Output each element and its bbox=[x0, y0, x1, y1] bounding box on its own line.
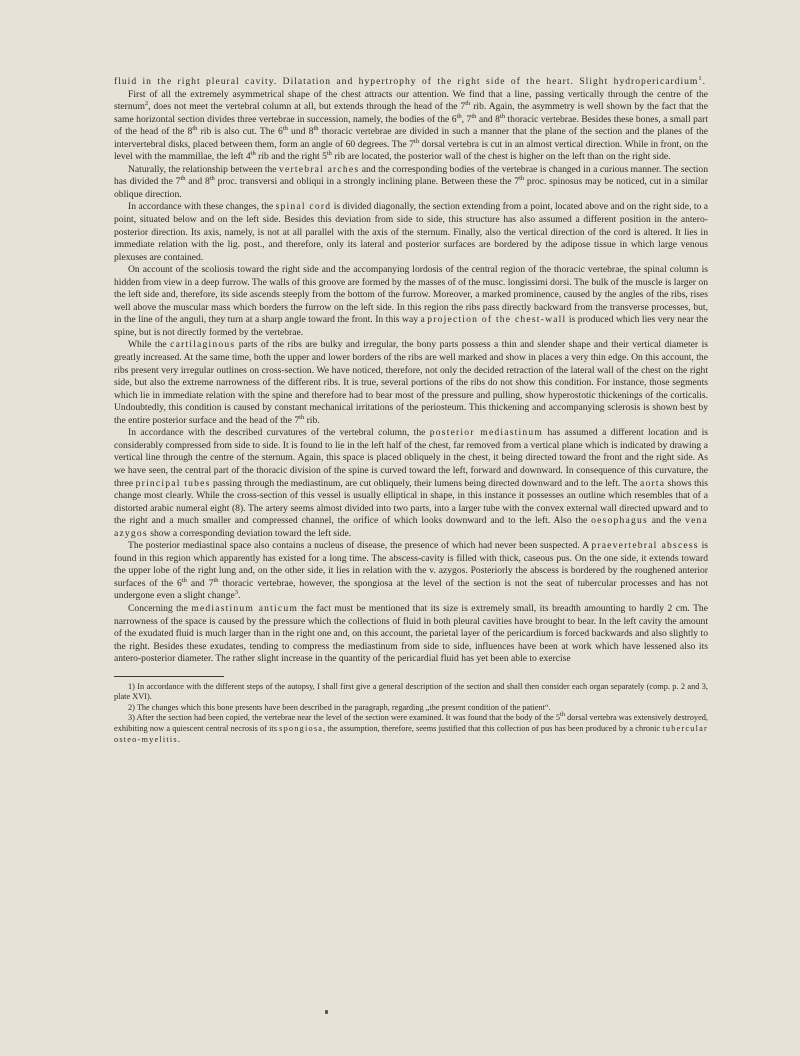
spaced-term: vena azygos bbox=[114, 515, 708, 539]
spaced-term: spongiosa bbox=[279, 724, 324, 734]
footnote-2: 2) The changes which this bone presents have been described in the paragraph, regarding „the present condition of the patient“. bbox=[128, 702, 551, 712]
spaced-term: tubercular osteo-myelitis bbox=[114, 724, 708, 744]
spaced-term: praevertebral abscess bbox=[591, 540, 699, 552]
paragraph-2: Naturally, the relationship between the vertebral arches and the corresponding bodies of the vertebrae is changed in a curious manner. The section has divided the 7th and 8th proc. transversi and obliqui in a strongly inclining plane. Between these the 7th proc. spinosus may be noticed, cut in a similar oblique direction. bbox=[114, 163, 709, 200]
spaced-term: mediastinum anticum bbox=[191, 602, 298, 614]
spaced-term: spinal cord bbox=[275, 201, 332, 213]
spaced-term: aorta bbox=[639, 477, 666, 489]
paragraph-3: In accordance with these changes, the spinal cord is divided diagonally, the section extending from a point, located above and on the right side, to a point, situated below and on the left side. Besides this deviation from side to side, this structure has also assumed a different position in the antero-posterior direction. Its axis, namely, is not at all parallel with the axis of the sternum. Finally, also the vertical direction of the cord is altered. It lies in immediate relation with the lig. post., and therefore, only its lateral and posterior surfaces are bordered by the adipose tissue in which large venous plexuses are contained. bbox=[114, 201, 709, 263]
paragraph-7: The posterior mediastinal space also contains a nucleus of disease, the presence of which had never been suspected. A praevertebral abscess is found in this region which apparently has existed for a long time. The abscess-cavity is filled with thick, caseous pus. On the one side, it extends toward the upper lobe of the right lung and, on the other side, it lies in relation with the v. azygos. Posteriorly the abscess is bordered by the roughened anterior surfaces of the 6th and 7th thoracic vertebrae, however, the spongiosa at the level of the section is not the seat of tubercular processes and has not undergone even a slight change$^3$. bbox=[114, 540, 708, 602]
section-heading: fluid in the right pleural cavity. Dilatation and hypertrophy of the right side of the heart. Slight hydropericardium$^1$. bbox=[114, 74, 707, 87]
spaced-term: projection of the chest-wall bbox=[427, 314, 567, 326]
spaced-term: oesophagus bbox=[591, 515, 648, 527]
spaced-term: principal tubes bbox=[135, 477, 211, 489]
paragraph-6: In accordance with the described curvatures of the vertebral column, the posterior mediastinum has assumed a different location and is considerably compressed from side to side. It is found to lie in the left half of the chest, far removed from a vertical plane which is indicated by drawing a vertical line through the centre of the sternum. Again, this space is placed obliquely in the chest, it being directed toward the front and the right side. As we have seen, the central part of the thoracic division of the spine is curved toward the left, forward and downward. In consequence of this curvature, the three principal tubes passing through the mediastinum, are cut obliquely, their lumens being directed downward and to the left. The aorta shows this change most clearly. While the cross-section of this vessel is usually elliptical in shape, in this instance it possesses an outline which resembles that of a distorted arabic numeral eight (8). The artery seems almost divided into two parts, into a larger tube with the convex external wall directed upward and to the right and a much smaller and compressed channel, the orifice of which looks downward and to the left. Also the oesophagus and the vena azygos show a corresponding deviation toward the left side. bbox=[114, 427, 708, 539]
footnote-3: 3) After the section had been copied, the vertebrae near the level of the section were examined. It was found that the body of the 5th dorsal vertebra was extensively destroyed, exhibiting now a quiescent central necrosis of its spongiosa, the assumption, therefore, seems justified that this collection of pus has been produced by a chronic tubercular osteo-myelitis. bbox=[114, 711, 708, 744]
spaced-term: cartilaginous bbox=[170, 339, 236, 351]
footnotes bbox=[114, 682, 708, 746]
page-speck bbox=[325, 1010, 328, 1014]
spaced-term: posterior mediastinum bbox=[429, 427, 544, 439]
paragraph-5: While the cartilaginous parts of the ribs are bulky and irregular, the bony parts possess a thin and slender shape and their vertical diameter is greatly increased. At the same time, both the upper and lower borders of the ribs are well marked and show in places a very thin edge. On this account, the ribs present very irregular outlines on cross-section. We have noticed, therefore, not only the decided retraction of the lateral wall of the chest on the right side, but also the extreme narrowness of the different ribs. It is true, several portions of the ribs do not show this condition. For instance, those segments which lie in immediate relation with the spine and therefore had to bear most of the pressure and pulling, show hyperostotic thickenings of the corticalis. Undoubtedly, this condition is caused by constant mechanical irritations of the periosteum. This thickening and accompanying sclerosis is shown best by the entire posterior surface and the head of the 7th rib. bbox=[114, 339, 708, 426]
footnote-ref-2[interactable]: 2 bbox=[144, 99, 149, 107]
spaced-term: vertebral arches bbox=[279, 163, 360, 175]
paragraph-4: On account of the scoliosis toward the right side and the accompanying lordosis of the central region of the thoracic vertebrae, the spinal column is hidden from view in a deep furrow. The walls of this groove are formed by the masses of of the musc. longissimi dorsi. The bulk of the muscle is larger on the left side and, therefore, its side ascends steeply from the bottom of the furrow. Moreover, a marked prominence, caused by the angles of the ribs, rises well above the muscular mass which borders the furrow on the left side. In this region the ribs pass directly backward from the transverse processes, but, in the line of the anguli, they turn at a sharp angle toward the front. In this way a projection of the chest-wall is produced which lies very near the spine, but is not directly formed by the vertebrae. bbox=[114, 264, 708, 338]
footnote-1: 1) In accordance with the different steps of the autopsy, I shall first give a general description of the section and shall then consider each organ separately (comp. p. 2 and 3, plate XVI). bbox=[114, 681, 708, 702]
footnote-divider bbox=[114, 676, 224, 677]
paragraph-8: Concerning the mediastinum anticum the fact must be mentioned that its size is extremely small, its breadth amounting to hardly 2 cm. The narrowness of the space is caused by the pressure which the collections of fluid in both pleural cavities have brought to bear. In the left cavity the amount of the exudated fluid is much larger than in the right one and, on this account, the parietal layer of the pericardium is forced backwards and also slightly to the right. Besides these exudates, tending to compress the mediastinum from side to side, influences have been at work which have lessened also its antero-posterior diameter. The rather slight increase in the quantity of the pericardial fluid has yet been able to exercise bbox=[114, 602, 708, 665]
footnote-ref-3[interactable]: 3 bbox=[234, 589, 239, 597]
footnote-ref-1[interactable]: 1 bbox=[698, 74, 703, 82]
paragraph-1: First of all the extremely asymmetrical shape of the chest attracts our attention. We find that a line, passing vertically through the centre of the sternum$^2$, does not meet the vertebral column at all, but extends through the head of the 7th rib. Again, the asymmetry is well shown by the fact that the same horizontal section divides three vertebrae in succession, namely, the bodies of the 6th, 7th and 8th thoracic vertebrae. Besides these bones, a small part of the head of the 8th rib is also cut. The 6th und 8th thoracic vertebrae are divided in such a manner that the plane of the section and the planes of the intervertebral disks, placed between them, form an angle of 60 degrees. The 7th dorsal vertebra is cut in an almost vertical direction. While in front, on the level with the mammillae, the left 4th rib and the right 5th rib are located, the posterior wall of the chest is higher on the left than on the right side. bbox=[114, 88, 709, 163]
body-text bbox=[114, 76, 708, 666]
